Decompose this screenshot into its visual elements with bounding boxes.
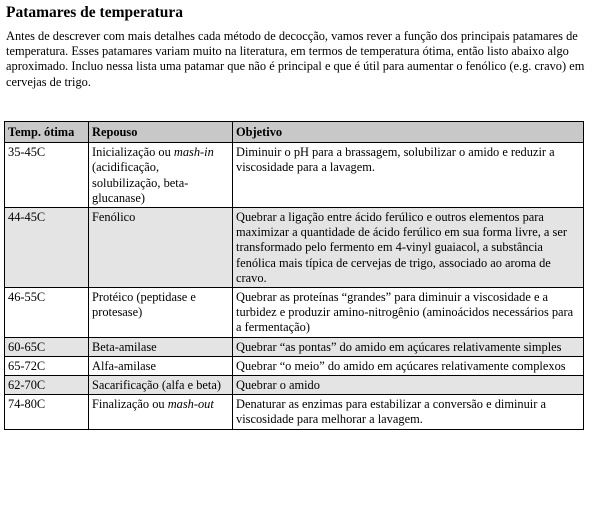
cell-rest: Sacarificação (alfa e beta)	[89, 376, 233, 395]
cell-temp: 62-70C	[5, 376, 89, 395]
header-goal: Objetivo	[233, 122, 584, 143]
table-row	[5, 143, 584, 208]
cell-rest: Protéico (peptidase e protesase)	[89, 288, 233, 338]
table-row	[5, 337, 584, 356]
cell-temp: 35-45C	[5, 143, 89, 208]
header-temp: Temp. ótima	[5, 122, 89, 143]
cell-goal: Diminuir o pH para a brassagem, solubilizar o amido e reduzir a viscosidade para a lavagem.	[233, 143, 584, 208]
cell-goal: Quebrar “as pontas” do amido em açúcares relativamente simples	[233, 337, 584, 356]
cell-rest	[89, 395, 233, 429]
cell-goal: Quebrar o amido	[233, 376, 584, 395]
cell-goal: Quebrar “o meio” do amido em açúcares relativamente complexos	[233, 356, 584, 375]
cell-temp: 44-45C	[5, 208, 89, 288]
cell-temp: 65-72C	[5, 356, 89, 375]
intro-paragraph: Antes de descrever com mais detalhes cada método de decocção, vamos rever a função dos principais patamares de temperatura. Esses patamares variam muito na literatura, em termos de temperatura ótima, então listo abaixo algo aproximado. Incluo nessa lista uma patamar que não é principal e que é útil para aumentar o fenólico (e.g. cravo) em cervejas de trigo.	[6, 29, 585, 89]
cell-temp: 74-80C	[5, 395, 89, 429]
cell-goal: Quebrar a ligação entre ácido ferúlico e outros elementos para maximizar a quantidade de ácido ferúlico em sua forma livre, a ser transformado pelo fermento em 4-vinyl guaiacol, a substância fenólica mais típica de cervejas de trigo, associado ao aroma de cravo.	[233, 208, 584, 288]
cell-rest: Alfa-amilase	[89, 356, 233, 375]
rest-italic: mash-out	[167, 397, 214, 412]
cell-rest	[89, 143, 233, 208]
cell-temp: 46-55C	[5, 288, 89, 338]
section-heading: Patamares de temperatura	[6, 4, 184, 21]
temperature-table	[4, 121, 584, 430]
cell-goal: Quebrar as proteínas “grandes” para diminuir a viscosidade e a turbidez e produzir amino-nitrogênio (aminoácidos necessários para a fermentação)	[233, 288, 584, 338]
table-row	[5, 208, 584, 288]
table-row	[5, 356, 584, 375]
cell-temp: 60-65C	[5, 337, 89, 356]
rest-italic: mash-in	[173, 145, 214, 160]
cell-goal: Denaturar as enzimas para estabilizar a conversão e diminuir a viscosidade para melhorar a lavagem.	[233, 395, 584, 429]
cell-rest: Beta-amilase	[89, 337, 233, 356]
header-rest: Repouso	[89, 122, 233, 143]
rest-text: Inicialização ou	[92, 145, 174, 160]
cell-rest: Fenólico	[89, 208, 233, 288]
rest-text: Finalização ou	[92, 397, 168, 412]
table-row	[5, 288, 584, 338]
table-row	[5, 376, 584, 395]
table-row	[5, 395, 584, 429]
rest-text-cont: (acidificação, solubilização, beta-glucanase)	[92, 160, 189, 205]
table-header-row	[5, 122, 584, 143]
